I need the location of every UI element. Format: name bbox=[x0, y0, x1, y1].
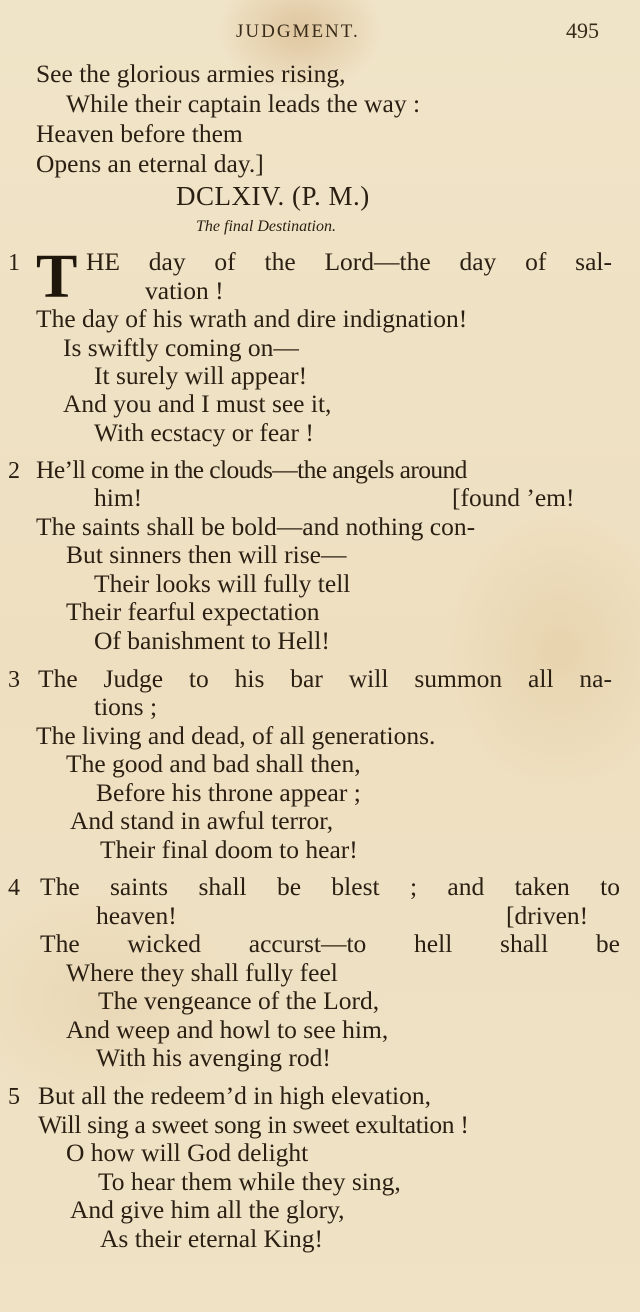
verse-line: The good and bad shall then, bbox=[66, 749, 361, 778]
verse-line: vation ! bbox=[145, 276, 224, 305]
verse-line: The saints shall be blest ; and taken to bbox=[40, 872, 620, 901]
verse-number: 1 bbox=[8, 250, 20, 276]
verse-line: It surely will appear! bbox=[94, 361, 308, 390]
verse-line-turnover: [driven! bbox=[506, 901, 589, 930]
hymn-subtitle: The final Destination. bbox=[196, 218, 336, 235]
verse-line: And weep and howl to see him, bbox=[66, 1015, 389, 1044]
verse-line: To hear them while they sing, bbox=[98, 1167, 401, 1196]
verse-line: HE day of the Lord—the day of sal- bbox=[86, 247, 612, 276]
verse-line: Their fearful expectation bbox=[66, 597, 320, 626]
verse-line: With ecstacy or fear ! bbox=[94, 418, 314, 447]
verse-line: O how will God delight bbox=[66, 1138, 309, 1167]
verse-line: The Judge to his bar will summon all na- bbox=[38, 664, 612, 693]
verse-line: The wicked accurst—to hell shall be bbox=[40, 929, 620, 958]
page-number: 495 bbox=[566, 18, 599, 43]
verse-line: While their captain leads the way : bbox=[66, 89, 421, 118]
verse-line: Their final doom to hear! bbox=[100, 835, 358, 864]
verse-number: 4 bbox=[8, 875, 20, 901]
drop-cap: T bbox=[36, 243, 78, 311]
verse-line: Is swiftly coming on— bbox=[63, 333, 299, 362]
verse-line: Heaven before them bbox=[36, 119, 243, 148]
verse-line: The saints shall be bold—and nothing con- bbox=[36, 512, 476, 541]
verse-line: Of banishment to Hell! bbox=[94, 626, 330, 655]
verse-line: The vengeance of the Lord, bbox=[98, 986, 380, 1015]
verse-line: tions ; bbox=[94, 692, 158, 721]
hymn-number: DCLXIV. (P. M.) bbox=[176, 181, 370, 211]
verse-line: The day of his wrath and dire indignation! bbox=[36, 304, 468, 333]
verse-line: Opens an eternal day.] bbox=[36, 149, 264, 178]
verse-line: Their looks will fully tell bbox=[94, 569, 351, 598]
verse-line: With his avenging rod! bbox=[96, 1043, 331, 1072]
verse-line: Where they shall fully feel bbox=[66, 958, 338, 987]
verse-line: But all the redeem’d in high elevation, bbox=[38, 1081, 432, 1110]
verse-line: See the glorious armies rising, bbox=[36, 59, 346, 88]
verse-number: 5 bbox=[8, 1084, 20, 1110]
verse-line: him! bbox=[94, 483, 143, 512]
verse-line: And give him all the glory, bbox=[70, 1195, 345, 1224]
running-head bbox=[0, 18, 640, 48]
verse-line: And stand in awful terror, bbox=[70, 806, 334, 835]
verse-line: But sinners then will rise— bbox=[66, 540, 347, 569]
verse-line: Before his throne appear ; bbox=[96, 778, 361, 807]
verse-line: Will sing a sweet song in sweet exultation ! bbox=[38, 1110, 469, 1139]
verse-line: The living and dead, of all generations. bbox=[36, 721, 436, 750]
verse-line: As their eternal King! bbox=[100, 1224, 324, 1253]
verse-line-turnover: [found ’em! bbox=[452, 483, 575, 512]
verse-line: He’ll come in the clouds—the angels around bbox=[36, 455, 467, 484]
verse-number: 2 bbox=[8, 458, 20, 484]
verse-number: 3 bbox=[8, 667, 20, 693]
verse-line: And you and I must see it, bbox=[63, 389, 332, 418]
verse-line: heaven! bbox=[96, 901, 177, 930]
running-title: JUDGMENT. bbox=[236, 21, 360, 42]
